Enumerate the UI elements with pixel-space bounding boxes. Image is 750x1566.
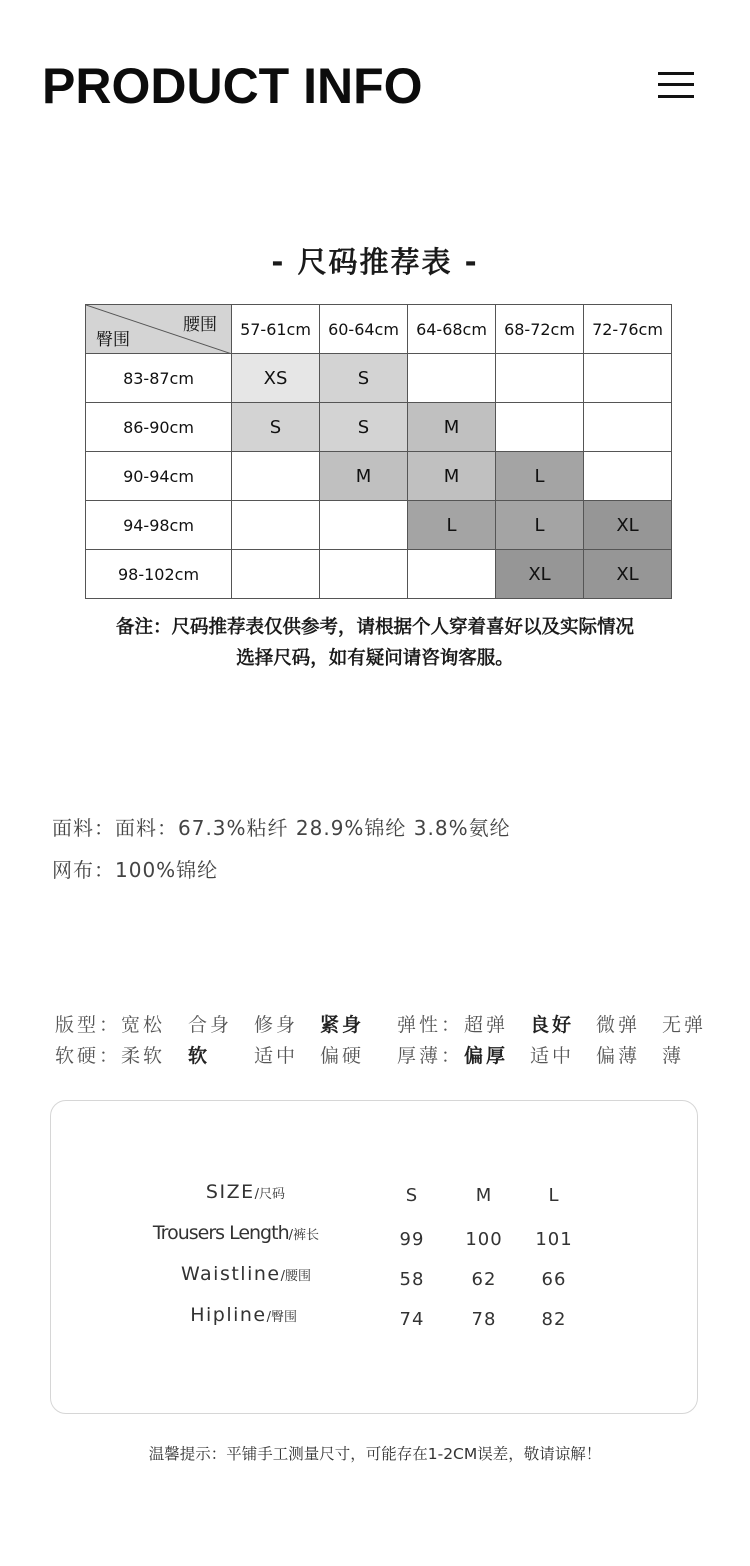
hipline-value: 82	[541, 1309, 567, 1330]
column-header: 72-76cm	[584, 305, 672, 354]
menu-bar	[658, 83, 694, 86]
size-cell	[584, 452, 672, 501]
size-cell: XL	[584, 501, 672, 550]
hipline-value: 78	[471, 1309, 497, 1330]
size-cell: L	[408, 501, 496, 550]
trousers-length-en: Trousers Length	[152, 1222, 289, 1244]
size-cell: M	[320, 452, 408, 501]
size-cell	[584, 354, 672, 403]
note-line: 选择尺码，如有疑问请咨询客服。	[236, 648, 514, 669]
row-header: 90-94cm	[86, 452, 232, 501]
waistline-en: Waistline	[180, 1263, 281, 1285]
fit-label: 版型：	[55, 1014, 122, 1036]
elasticity-option: 微弹	[596, 1014, 641, 1036]
size-label-en: SIZE	[205, 1181, 255, 1203]
thickness-label: 厚薄：	[397, 1045, 464, 1067]
hipline-value: 74	[399, 1309, 425, 1330]
trousers-length-label	[153, 1222, 319, 1244]
softness-option: 柔软	[121, 1045, 166, 1067]
elasticity-option: 超弹	[464, 1014, 509, 1036]
size-cell: M	[408, 403, 496, 452]
fabric-composition: 面料：面料：67.3%粘纤 28.9%锦纶 3.8%氨纶	[52, 816, 511, 840]
hipline-zh: /臀围	[266, 1310, 297, 1325]
elasticity-label: 弹性：	[397, 1014, 464, 1036]
size-cell: S	[320, 403, 408, 452]
size-chart-title: - 尺码推荐表 -	[271, 245, 479, 279]
column-header: 68-72cm	[496, 305, 584, 354]
size-cell	[232, 452, 320, 501]
table-row	[86, 501, 672, 550]
thickness-option: 适中	[530, 1045, 575, 1067]
waistline-value: 66	[541, 1269, 567, 1290]
size-header-s: S	[405, 1185, 419, 1206]
size-cell: L	[496, 501, 584, 550]
softness-option-selected: 软	[188, 1045, 211, 1067]
column-header: 57-61cm	[232, 305, 320, 354]
thickness-option-selected: 偏厚	[464, 1045, 509, 1067]
note-line: 备注：尺码推荐表仅供参考，请根据个人穿着喜好以及实际情况	[115, 617, 634, 638]
size-header-m: M	[475, 1185, 493, 1206]
size-cell	[232, 501, 320, 550]
waistline-zh: /腰围	[280, 1269, 311, 1284]
hipline-label	[190, 1304, 297, 1326]
table-row	[86, 354, 672, 403]
softness-option: 适中	[254, 1045, 299, 1067]
fit-option: 修身	[254, 1014, 299, 1036]
trousers-length-zh: /裤长	[288, 1228, 319, 1243]
menu-bar	[658, 95, 694, 98]
size-cell	[408, 550, 496, 599]
row-header: 86-90cm	[86, 403, 232, 452]
size-cell	[584, 403, 672, 452]
size-cell: S	[232, 403, 320, 452]
size-header-l: L	[548, 1185, 560, 1206]
waistline-value: 58	[399, 1269, 425, 1290]
column-header: 60-64cm	[320, 305, 408, 354]
softness-option: 偏硬	[320, 1045, 365, 1067]
waistline-value: 62	[471, 1269, 497, 1290]
size-cell: M	[408, 452, 496, 501]
size-cell	[232, 550, 320, 599]
measurement-card	[50, 1100, 698, 1414]
measurement-disclaimer: 温馨提示：平铺手工测量尺寸，可能存在1-2CM误差，敬请谅解！	[148, 1445, 602, 1463]
table-header-row	[86, 305, 672, 354]
row-header: 83-87cm	[86, 354, 232, 403]
elasticity-option-selected: 良好	[530, 1014, 575, 1036]
fit-option: 合身	[188, 1014, 233, 1036]
size-cell: S	[320, 354, 408, 403]
mesh-composition: 网布：100%锦纶	[52, 858, 219, 882]
page-title: PRODUCT INFO	[42, 58, 423, 114]
size-cell: XL	[584, 550, 672, 599]
elasticity-option: 无弹	[662, 1014, 707, 1036]
thickness-option: 薄	[662, 1045, 685, 1067]
size-chart-note	[60, 612, 690, 674]
trousers-length-value: 101	[535, 1229, 573, 1250]
size-cell	[320, 550, 408, 599]
softness-label: 软硬：	[55, 1045, 122, 1067]
trousers-length-value: 100	[465, 1229, 503, 1250]
hipline-en: Hipline	[190, 1304, 267, 1326]
size-recommendation-table	[85, 304, 672, 599]
size-cell: L	[496, 452, 584, 501]
size-cell	[496, 403, 584, 452]
menu-bar	[658, 72, 694, 75]
size-cell: XS	[232, 354, 320, 403]
fit-option: 宽松	[121, 1014, 166, 1036]
size-cell: XL	[496, 550, 584, 599]
size-cell	[496, 354, 584, 403]
size-cell	[408, 354, 496, 403]
waist-axis-label: 腰围	[183, 315, 217, 335]
table-row	[86, 452, 672, 501]
menu-icon[interactable]	[658, 72, 694, 98]
size-row-label	[206, 1181, 285, 1203]
table-row	[86, 403, 672, 452]
size-cell	[320, 501, 408, 550]
table-row	[86, 550, 672, 599]
table-corner-cell	[86, 305, 232, 354]
trousers-length-value: 99	[399, 1229, 425, 1250]
waistline-label	[181, 1263, 311, 1285]
row-header: 94-98cm	[86, 501, 232, 550]
size-label-zh: /尺码	[254, 1187, 285, 1202]
fit-option-selected: 紧身	[320, 1014, 365, 1036]
column-header: 64-68cm	[408, 305, 496, 354]
row-header: 98-102cm	[86, 550, 232, 599]
thickness-option: 偏薄	[596, 1045, 641, 1067]
hip-axis-label: 臀围	[96, 330, 130, 350]
